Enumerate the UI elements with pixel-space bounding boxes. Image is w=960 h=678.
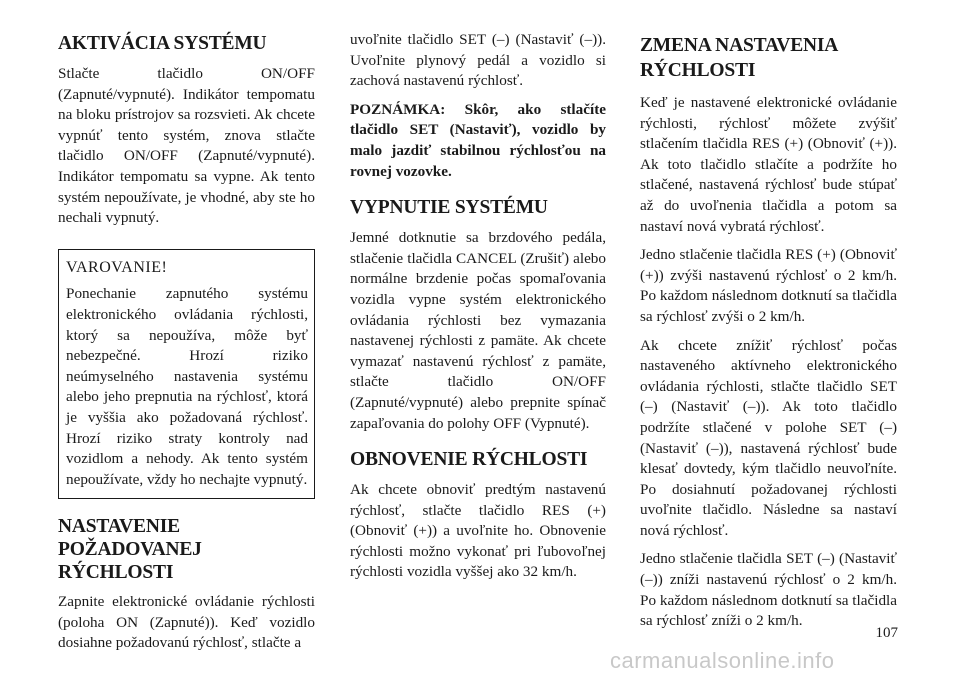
heading-activation: AKTIVÁCIA SYSTÉMU	[58, 33, 267, 54]
page-number: 107	[875, 625, 898, 641]
warning-box	[58, 249, 315, 500]
heading-setting-line1: NASTAVENIE	[58, 516, 180, 538]
paragraph-setting: Zapnite elektronické ovládanie rýchlosti (poloha ON (Zapnuté)). Keď vozidlo dosiahne požadovanú rýchlosť, stlačte a	[58, 593, 315, 652]
paragraph-activation: Stlačte tlačidlo ON/OFF (Zapnuté/vypnuté). Indikátor tempomatu na bloku prístrojov sa rozsvieti. Ak chcete vypnúť tento systém, znova stlačte tlačidlo ON/OFF (Zapnuté/vypnuté). Indikátor tempomatu sa vypne. Ak tento systém nepoužívate, je vhodné, aby ste ho nechali vypnutý.	[58, 65, 315, 227]
heading-off: VYPNUTIE SYSTÉMU	[350, 197, 548, 219]
paragraph-change-2: Jedno stlačenie tlačidla RES (+) (Obnoviť (+)) zvýši nastavenú rýchlosť o 2 km/h. Po každom následnom dotknutí sa tlačidla sa rýchlosť zvýši o 2 km/h.	[640, 246, 897, 325]
heading-resume: OBNOVENIE RÝCHLOSTI	[350, 449, 588, 471]
column-left	[58, 30, 315, 662]
paragraph-change-1: Keď je nastavené elektronické ovládanie rýchlosti, rýchlosť môžete zvýšiť stlačením tlačidla RES (+) (Obnoviť (+)). Ak toto tlačidlo stlačíte a podržíte ho stlačené, nastavená rýchlosť bude stúpať až do uvoľnenia tlačidla a potom sa nastaví nová vybratá rýchlosť.	[640, 94, 897, 235]
paragraph-resume: Ak chcete obnoviť predtým nastavenú rýchlosť, stlačte tlačidlo RES (+) (Obnoviť (+)) a uvoľnite ho. Obnovenie rýchlosti možno vykonať pri ľubovoľnej rýchlosti vozidla vyššej ako 32 km/h.	[350, 481, 606, 581]
warning-text: Ponechanie zapnutého systému elektronického ovládania rýchlosti, ktorý sa nepoužíva, môže byť nebezpečné. Hrozí riziko neúmyselného nastavenia systému alebo jeho prepnutia na rýchlosť, ktorá je vyššia ako požadovaná rýchlosť. Hrozí riziko straty kontroly nad vozidlom a nehody. Ak tento systém nepoužívate, vždy ho nechajte vypnutý.	[66, 285, 308, 488]
column-right	[640, 30, 897, 640]
heading-setting-line2: POŽADOVANEJ	[58, 539, 202, 561]
paragraph-change-4: Jedno stlačenie tlačidla SET (–) (Nastaviť (–)) zníži nastavenú rýchlosť o 2 km/h. Po každom následnom dotknutí sa tlačidla sa rýchlosť zníži o 2 km/h.	[640, 550, 897, 630]
paragraph-off: Jemné dotknutie sa brzdového pedála, stlačenie tlačidla CANCEL (Zrušiť) alebo normálne brzdenie počas spomaľovania vozidla vypne systém elektronického ovládania rýchlosti bez vymazania nastavenej rýchlosti z pamäte. Ak chcete vymazať nastavenú rýchlosť z pamäte, stlačte tlačidlo ON/OFF (Zapnuté/vypnuté) alebo prepnite spínač zapaľovania do polohy OFF (Vypnuté).	[350, 229, 606, 432]
paragraph-change-3: Ak chcete znížiť rýchlosť počas nastaveného aktívneho elektronického ovládania rýchlosti, stlačte tlačidlo SET (–) (Nastaviť (–)). Ak toto tlačidlo podržíte stlačené v polohe SET (–) (Nastaviť (–)), nastavená rýchlosť bude klesať dovtedy, kým tlačidlo neuvoľníte. Po dosiahnutí požadovanej rýchlosti uvoľnite tlačidlo. Následne sa nastaví nová rýchlosť.	[640, 336, 897, 539]
note-paragraph: POZNÁMKA: Skôr, ako stlačíte tlačidlo SET (Nastaviť), vozidlo by malo jazdiť stabilnou rýchlosťou na rovnej vozovke.	[350, 100, 606, 180]
heading-setting-line3: RÝCHLOSTI	[58, 562, 174, 584]
heading-change	[640, 33, 897, 83]
column-middle	[350, 30, 606, 591]
heading-setting	[58, 515, 315, 584]
heading-change-line2: RÝCHLOSTI	[640, 60, 756, 81]
paragraph-setting-continued: uvoľnite tlačidlo SET (–) (Nastaviť (–)). Uvoľnite plynový pedál a vozidlo si zachová nastavenú rýchlosť.	[350, 31, 606, 90]
heading-change-line1: ZMENA NASTAVENIA	[640, 35, 839, 56]
watermark: carmanualsonline.info	[610, 648, 835, 673]
warning-title: VAROVANIE!	[66, 258, 168, 276]
